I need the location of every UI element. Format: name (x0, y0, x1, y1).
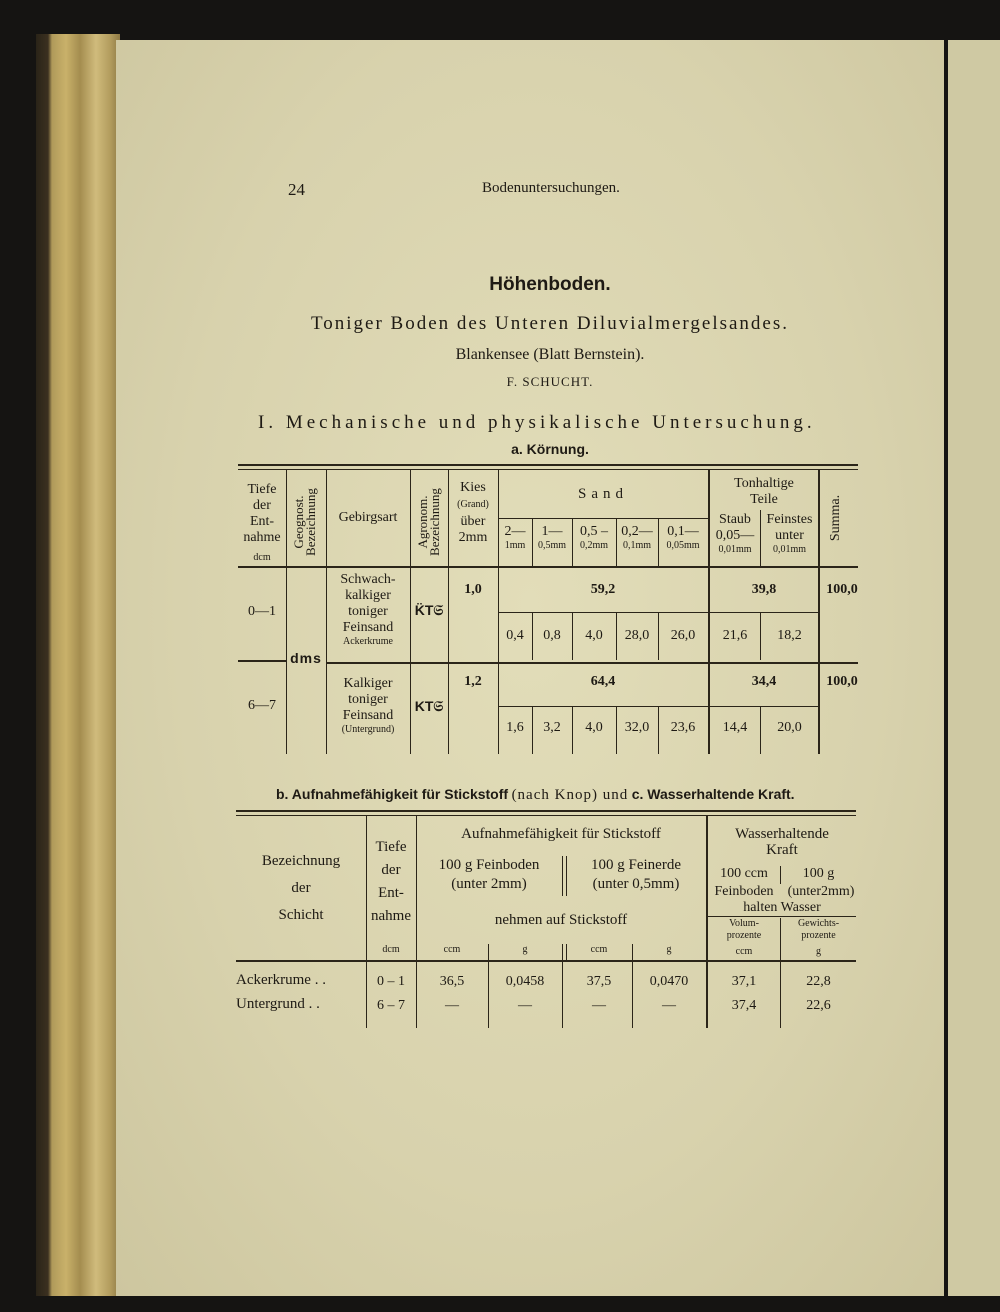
cell-sand: 28,0 (624, 628, 650, 643)
header-gewicht: Gewichts- prozente (797, 918, 840, 941)
header-tiefe-unit: dcm (382, 944, 400, 955)
row-name: Ackerkrume . . (236, 972, 326, 988)
header-unit: ccm (443, 944, 461, 955)
cell-sand: 0,4 (506, 628, 524, 643)
cell-ton: 20,0 (777, 720, 802, 735)
cell-sand: 4,0 (585, 720, 603, 735)
cell-ton: 18,2 (777, 628, 802, 643)
header-ton-col: Feinstes unter 0,01mm (766, 512, 813, 555)
rule (236, 960, 856, 962)
rule (236, 815, 856, 816)
cell-sand: 32,0 (624, 720, 650, 735)
cell-value: — (445, 998, 459, 1013)
header-unit: ccm (735, 946, 753, 957)
rule (238, 464, 858, 466)
cell-agronom: K̈T𝔖 (414, 602, 444, 618)
rule (286, 470, 287, 754)
header-sand: Sand (578, 486, 628, 502)
book-edge (36, 34, 120, 1296)
cell-kies: 1,2 (464, 674, 482, 689)
subtitle: Toniger Boden des Unteren Diluvialmergelsandes. (310, 313, 790, 334)
cell-geognost: dms (290, 650, 322, 666)
header-sand-col: 1— 0,5mm (537, 524, 567, 551)
header-sand-col: 0,5 – 0,2mm (579, 524, 609, 551)
header-wasser-col: 100 g (802, 866, 835, 881)
cell-summa: 100,0 (826, 582, 858, 597)
header-sand-col: 0,1— 0,05mm (666, 524, 700, 551)
cell-sand-total: 64,4 (590, 674, 616, 689)
cell-sand: 26,0 (670, 628, 696, 643)
section-title: I. Mechanische und physikalische Untersuchung. (258, 412, 816, 433)
header-kies: Kies (Grand) über 2mm (457, 480, 489, 545)
header-bezeichnung: Bezeichnung der Schicht (261, 853, 341, 923)
page-number: 24 (288, 180, 305, 199)
cell-sand: 1,6 (506, 720, 524, 735)
header-ton-col: Staub 0,05— 0,01mm (715, 512, 755, 555)
header-agronom: Agronom. Bezeichnung (415, 488, 442, 556)
cell-sand: 0,8 (543, 628, 561, 643)
rule (238, 566, 858, 568)
header-nehmen: nehmen auf Stickstoff (494, 912, 628, 928)
header-feinboden: 100 g Feinboden (unter 2mm) (438, 857, 540, 892)
rule (326, 662, 858, 664)
table-b-caption: b. Aufnahmefähigkeit für Stickstoff (nach Knop) und c. Wasserhaltende Kraft. (276, 786, 795, 803)
next-page-edge (948, 40, 1000, 1296)
cell-ton: 21,6 (722, 628, 748, 643)
header-geognost: Geognost. Bezeichnung (291, 488, 318, 556)
header-sand-col: 2— 1mm (504, 524, 526, 551)
cell-value: 37,4 (731, 998, 757, 1013)
cell-value: 37,1 (731, 974, 757, 989)
cell-sand-total: 59,2 (590, 582, 616, 597)
header-unit: g (522, 944, 528, 955)
header-feinerde: 100 g Feinerde (unter 0,5mm) (591, 857, 681, 892)
cell-sand: 3,2 (543, 720, 561, 735)
cell-tiefe: 6 – 7 (377, 998, 405, 1013)
header-unit: g (816, 946, 821, 957)
cell-gebirgsart: Schwach- kalkiger toniger Feinsand Ackerkrume (340, 572, 396, 647)
header-sand-col: 0,2— 0,1mm (621, 524, 653, 551)
cell-value: 22,8 (806, 974, 831, 989)
header-wasser-col: 100 ccm (720, 866, 768, 881)
header-wasser-line: halten Wasser (743, 900, 821, 915)
header-summa: Summa. (828, 494, 843, 542)
rule (562, 856, 563, 896)
cell-value: 22,6 (806, 998, 831, 1013)
rule (236, 810, 856, 812)
header-tiefe: Tiefe der Ent- nahme (243, 482, 281, 545)
location: Blankensee (Blatt Bernstein). (455, 346, 645, 363)
rule (238, 660, 286, 662)
header-tiefe-unit: dcm (253, 552, 271, 563)
page-title: Höhenboden. (489, 274, 611, 295)
header-aufnahme: Aufnahmefähigkeit für Stickstoff (461, 826, 661, 842)
row-name: Untergrund . . (236, 996, 320, 1012)
rule (562, 944, 563, 1028)
author: F. SCHUCHT. (506, 374, 594, 389)
rule (708, 916, 856, 917)
header-wasser-line: Feinboden (714, 884, 774, 899)
cell-value: 0,0470 (649, 974, 689, 989)
header-ton: Tonhaltige Teile (734, 476, 794, 507)
rule (238, 469, 858, 470)
running-title: Bodenuntersuchungen. (482, 180, 620, 196)
cell-value: — (518, 998, 532, 1013)
header-gebirgsart: Gebirgsart (338, 510, 398, 525)
cell-sand: 23,6 (670, 720, 696, 735)
cell-value: 36,5 (439, 974, 465, 989)
cell-agronom: KT𝔖 (414, 698, 444, 714)
header-wasser: Wasserhaltende Kraft (735, 826, 829, 858)
cell-sand: 4,0 (585, 628, 603, 643)
cell-ton-total: 39,8 (751, 582, 777, 597)
cell-value: 37,5 (586, 974, 612, 989)
cell-value: — (662, 998, 676, 1013)
cell-ton: 14,4 (722, 720, 748, 735)
rule (818, 470, 820, 754)
cell-tiefe: 0—1 (248, 604, 276, 619)
cell-tiefe: 6—7 (248, 698, 276, 713)
header-tiefe: Tiefe der Ent- nahme (371, 839, 411, 924)
table-a-caption: a. Körnung. (511, 441, 589, 457)
header-wasser-line: (unter2mm) (787, 884, 855, 899)
cell-ton-total: 34,4 (751, 674, 777, 689)
header-unit: ccm (590, 944, 608, 955)
rule (498, 518, 708, 519)
cell-value: — (592, 998, 606, 1013)
cell-summa: 100,0 (826, 674, 858, 689)
rule (498, 470, 499, 754)
header-unit: g (666, 944, 672, 955)
header-volum: Volum- prozente (726, 918, 762, 941)
cell-value: 0,0458 (505, 974, 545, 989)
cell-gebirgsart: Kalkiger toniger Feinsand (Untergrund) (341, 676, 395, 735)
cell-kies: 1,0 (464, 582, 482, 597)
cell-tiefe: 0 – 1 (377, 974, 405, 989)
